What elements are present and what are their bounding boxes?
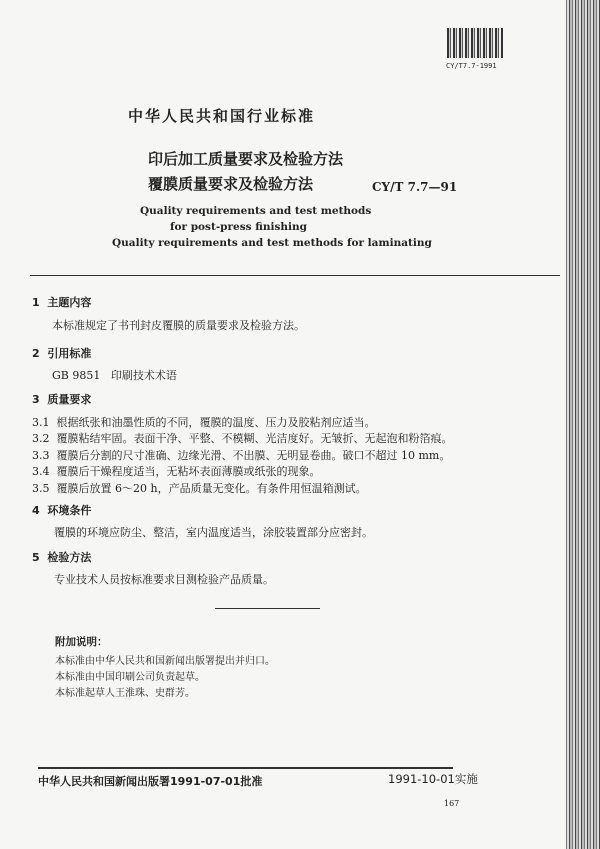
barcode-code: CY/T7.7-1991 [446,62,497,70]
section-5-heading: 5 检验方法 [32,551,92,564]
barcode [447,28,503,58]
section-4-text: 覆膜的环境应防尘、整洁，室内温度适当，涂胶装置部分应密封。 [54,526,373,539]
section-3-heading: 3 质量要求 [32,393,92,406]
section-4-heading: 4 环境条件 [32,504,92,517]
item-3-2: 3.2 覆膜粘结牢固。表面干净、平整、不模糊、光洁度好。无皱折、无起泡和粉箔痕。 [32,432,453,445]
section-1-text: 本标准规定了书刊封皮覆膜的质量要求及检验方法。 [52,319,305,332]
standard-number: CY/T 7.7—91 [372,180,458,194]
section-1-heading: 1 主题内容 [32,296,92,309]
notes-line: 本标准由中华人民共和国新闻出版署提出并归口。 [55,656,275,667]
notes-line: 本标准由中国印刷公司负责起草。 [55,672,205,683]
notes-line: 本标准起草人王淮珠、史群芳。 [55,688,195,699]
page-number: 167 [444,799,460,808]
notes-title: 附加说明： [55,636,108,648]
scan-edge [566,0,600,849]
end-rule [215,608,320,609]
item-3-1: 3.1 根据纸张和油墨性质的不同，覆膜的温度、压力及胶粘剂应适当。 [32,416,376,429]
effective-date: 1991-10-01实施 [388,772,478,786]
approval-date: 中华人民共和国新闻出版署1991-07-01批准 [38,775,263,788]
title-en-1: Quality requirements and test methods [140,205,372,217]
item-3-4: 3.4 覆膜后干燥程度适当，无粘坏表面薄膜或纸张的现象。 [32,465,321,478]
header-rule [30,275,560,276]
item-3-5: 3.5 覆膜后放置 6～20 h，产品质量无变化。有条件用恒温箱测试。 [32,482,367,495]
section-2-ref: GB 9851 印刷技术术语 [52,369,177,382]
title-cn-2: 覆膜质量要求及检验方法 [148,175,314,193]
title-cn-1: 印后加工质量要求及检验方法 [148,150,344,168]
standard-category: 中华人民共和国行业标准 [128,107,316,125]
title-en-3: Quality requirements and test methods for laminating [112,237,432,249]
title-en-2: for post-press finishing [170,221,307,233]
item-3-3: 3.3 覆膜后分割的尺寸准确、边缘光滑、不出膜、无明显卷曲。破口不超过 10 mm。 [32,449,451,462]
section-2-heading: 2 引用标准 [32,347,92,360]
section-5-text: 专业技术人员按标准要求目测检验产品质量。 [54,573,274,586]
footer-rule [38,767,453,769]
